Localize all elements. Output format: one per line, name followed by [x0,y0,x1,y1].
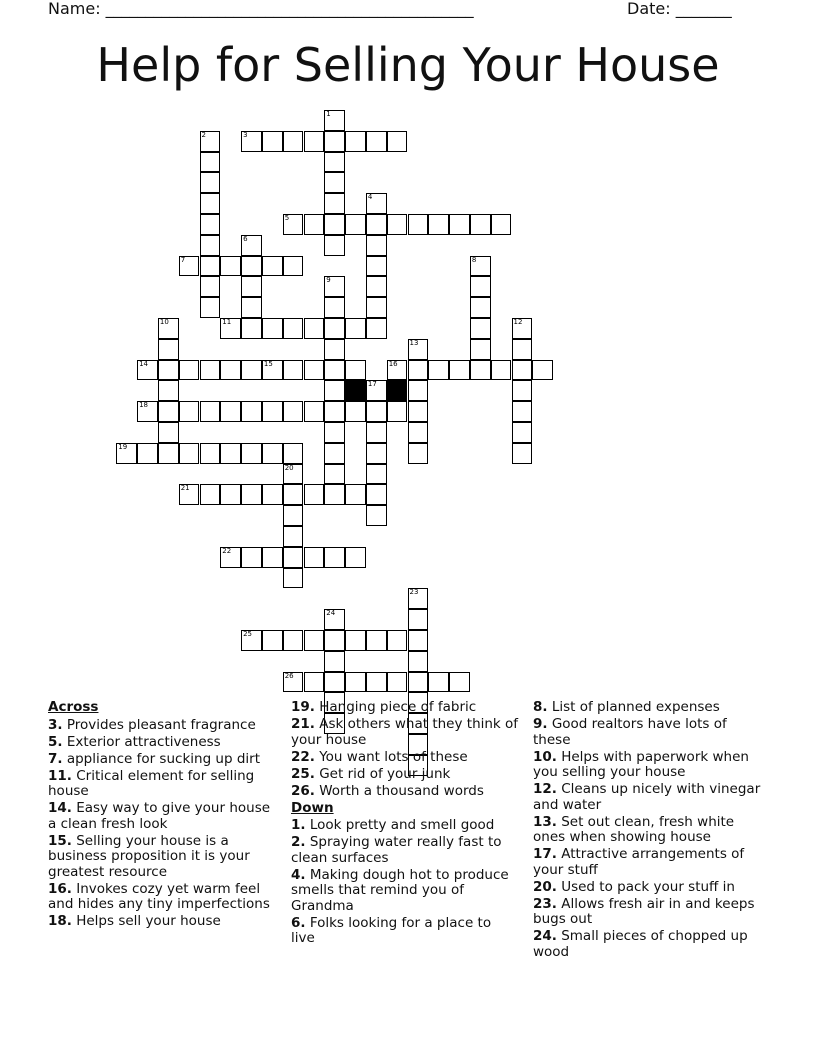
grid-cell[interactable] [241,401,262,422]
clue-text: Provides pleasant fragrance [62,716,256,733]
clue-item [291,717,519,748]
grid-cell[interactable] [200,235,221,256]
grid-cell[interactable] [241,297,262,318]
clue-item [48,834,280,881]
clue-text: Ask others what they think of your house [291,716,519,748]
grid-cell[interactable] [262,360,283,381]
clue-text: Spraying water really fast to clean surfaces [291,834,502,866]
grid-cell[interactable] [470,360,491,381]
cell-number: 21 [180,484,190,493]
clue-number: 9. [533,716,548,732]
grid-cell[interactable] [366,422,387,443]
grid-cell[interactable] [283,214,304,235]
clue-text: Helps sell your house [71,913,221,929]
clue-number: 19. [291,699,315,715]
grid-cell[interactable] [283,484,304,505]
clue-number: 6. [291,914,306,931]
cell-number: 23 [409,588,419,597]
cell-number: 12 [513,318,523,326]
grid-cell[interactable] [345,401,366,422]
grid-cell[interactable] [262,131,283,152]
grid-cell[interactable] [408,651,429,672]
grid-cell[interactable] [491,360,512,381]
grid-cell[interactable] [220,256,241,277]
grid-cell[interactable] [366,297,387,318]
clue-number: 21. [291,716,315,732]
grid-cell[interactable] [324,651,345,672]
clue-item [48,769,280,800]
grid-cell[interactable] [366,193,387,214]
grid-cell[interactable] [262,484,283,505]
grid-cell[interactable] [200,131,221,152]
grid-cell[interactable] [470,214,491,235]
grid-cell[interactable] [366,131,387,152]
grid-cell[interactable] [324,131,345,152]
black-square [345,380,366,401]
grid-cell[interactable] [324,193,345,214]
clue-number: 26. [291,782,315,799]
grid-cell[interactable] [304,360,325,381]
grid-cell[interactable] [408,588,429,609]
cell-number: 13 [409,338,419,347]
grid-cell[interactable] [200,256,221,277]
grid-cell[interactable] [304,672,325,693]
clue-item [291,868,519,915]
grid-cell[interactable] [366,443,387,464]
clue-item [48,718,280,734]
grid-cell[interactable] [512,422,533,443]
grid-cell[interactable] [304,214,325,235]
grid-cell[interactable] [179,401,200,422]
cell-number: 5 [284,214,290,222]
cell-number: 8 [471,255,477,264]
clue-number: 25. [291,765,315,782]
grid-cell[interactable] [324,110,345,131]
grid-cell[interactable] [179,443,200,464]
grid-cell[interactable] [158,380,179,401]
grid-cell[interactable] [283,318,304,339]
grid-cell[interactable] [512,360,533,381]
clue-number: 17. [533,846,557,862]
grid-cell[interactable] [449,214,470,235]
grid-cell[interactable] [283,547,304,568]
clue-text: Exterior attractiveness [62,733,221,750]
grid-cell[interactable] [324,609,345,630]
clue-item [291,784,519,800]
grid-cell[interactable] [158,443,179,464]
grid-cell[interactable] [366,672,387,693]
grid-cell[interactable] [387,214,408,235]
clue-item [48,914,280,930]
cell-number: 26 [284,671,294,680]
grid-cell[interactable] [408,422,429,443]
cell-number: 16 [388,359,398,368]
grid-cell[interactable] [200,443,221,464]
grid-cell[interactable] [283,464,304,485]
grid-cell[interactable] [262,318,283,339]
cell-number: 9 [326,276,331,285]
cell-number: 14 [139,359,149,368]
cell-number: 19 [118,442,128,451]
grid-cell[interactable] [470,276,491,297]
grid-cell[interactable] [366,235,387,256]
grid-cell[interactable] [158,401,179,422]
grid-cell[interactable] [158,339,179,360]
clue-number: 8. [533,699,548,715]
grid-cell[interactable] [345,318,366,339]
grid-cell[interactable] [324,214,345,235]
grid-cell[interactable] [512,443,533,464]
clue-text: appliance for sucking up dirt [62,750,261,767]
grid-cell[interactable] [408,360,429,381]
grid-cell[interactable] [220,547,241,568]
clue-item [291,767,519,783]
clue-text: Cleans up nicely with vinegar and water [533,781,761,813]
grid-cell[interactable] [220,443,241,464]
clue-item [533,750,763,781]
grid-cell[interactable] [283,256,304,277]
clue-text: Invokes cozy yet warm feel and hides any tiny imperfections [48,880,270,912]
clue-item [291,916,519,947]
grid-cell[interactable] [470,256,491,277]
clue-item [48,735,280,751]
cell-number: 6 [243,234,248,243]
grid-cell[interactable] [304,547,325,568]
grid-cell[interactable] [512,380,533,401]
cell-number: 1 [326,110,331,118]
grid-cell[interactable] [408,401,429,422]
down-clue-list-continued [533,700,763,960]
clue-item [533,782,763,813]
down-heading: Down [291,799,334,816]
grid-cell[interactable] [366,380,387,401]
grid-cell[interactable] [283,505,304,526]
grid-cell[interactable] [241,235,262,256]
down-clue-list [291,818,519,947]
grid-cell[interactable] [304,630,325,651]
clue-number: 2. [291,834,306,850]
grid-cell[interactable] [345,214,366,235]
grid-cell[interactable] [491,214,512,235]
clue-text: Folks looking for a place to live [291,914,492,946]
grid-cell[interactable] [324,547,345,568]
grid-cell[interactable] [137,401,158,422]
clue-text: Used to pack your stuff in [556,878,735,895]
grid-cell[interactable] [304,131,325,152]
clue-text: Look pretty and smell good [305,817,495,833]
grid-cell[interactable] [428,360,449,381]
clue-number: 1. [291,817,306,833]
grid-cell[interactable] [220,401,241,422]
clue-text: Making dough hot to produce smells that remind you of Grandma [291,866,509,914]
grid-cell[interactable] [283,630,304,651]
grid-cell[interactable] [262,443,283,464]
grid-cell[interactable] [366,276,387,297]
grid-cell[interactable] [179,484,200,505]
clue-text: Critical element for selling house [48,767,255,799]
grid-cell[interactable] [324,297,345,318]
grid-cell[interactable] [408,380,429,401]
clue-column-2 [291,700,519,948]
grid-cell[interactable] [283,443,304,464]
grid-cell[interactable] [200,172,221,193]
clue-number: 10. [533,748,557,765]
clue-text: Helps with paperwork when you selling your house [533,748,749,780]
grid-cell[interactable] [200,360,221,381]
grid-cell[interactable] [220,484,241,505]
grid-cell[interactable] [366,484,387,505]
grid-cell[interactable] [512,401,533,422]
clue-text: Allows fresh air in and keeps bugs out [533,895,755,927]
clue-item [533,717,763,748]
cell-number: 11 [222,318,232,326]
grid-cell[interactable] [200,297,221,318]
clue-column-3 [533,700,763,962]
grid-cell[interactable] [428,672,449,693]
grid-cell[interactable] [200,484,221,505]
clue-item [533,929,763,960]
cell-number: 20 [284,463,294,472]
grid-cell[interactable] [470,339,491,360]
grid-cell[interactable] [324,484,345,505]
grid-cell[interactable] [200,401,221,422]
grid-cell[interactable] [449,672,470,693]
clue-number: 16. [48,880,72,897]
grid-cell[interactable] [262,547,283,568]
grid-cell[interactable] [366,256,387,277]
grid-cell[interactable] [408,443,429,464]
clue-text: Get rid of your junk [314,765,451,782]
grid-cell[interactable] [366,318,387,339]
grid-cell[interactable] [408,630,429,651]
clue-number: 7. [48,750,63,767]
grid-cell[interactable] [241,443,262,464]
across-clue-list [48,718,280,930]
clue-item [48,882,280,913]
grid-cell[interactable] [283,672,304,693]
grid-cell[interactable] [345,630,366,651]
grid-cell[interactable] [262,630,283,651]
cell-number: 15 [263,359,273,368]
grid-cell[interactable] [158,422,179,443]
clue-text: Small pieces of chopped up wood [533,928,748,960]
clue-number: 20. [533,878,557,895]
grid-cell[interactable] [408,609,429,630]
grid-cell[interactable] [262,401,283,422]
cell-number: 7 [180,255,186,264]
clue-item [48,801,280,832]
clue-item [533,815,763,846]
clue-text: Selling your house is a business proposition it is your greatest resource [48,832,250,880]
clue-number: 14. [48,800,72,816]
grid-cell[interactable] [387,672,408,693]
clue-number: 23. [533,895,557,912]
cell-number: 24 [326,609,336,618]
clue-number: 18. [48,913,72,929]
grid-cell[interactable] [116,443,137,464]
clue-text: Attractive arrangements of your stuff [533,846,745,878]
cell-number: 25 [243,630,253,638]
grid-cell[interactable] [324,464,345,485]
date-field-label: Date: _______ [627,0,732,18]
grid-cell[interactable] [241,484,262,505]
cell-number: 18 [139,401,149,410]
grid-cell[interactable] [200,276,221,297]
clue-text: Hanging piece of fabric [314,699,477,715]
clue-text: Good realtors have lots of these [533,716,727,748]
clue-text: List of planned expenses [547,699,720,715]
clue-item [533,700,763,716]
grid-cell[interactable] [241,131,262,152]
grid-cell[interactable] [137,443,158,464]
grid-cell[interactable] [345,360,366,381]
cell-number: 4 [367,193,373,202]
grid-cell[interactable] [345,547,366,568]
grid-cell[interactable] [324,380,345,401]
grid-cell[interactable] [324,401,345,422]
grid-cell[interactable] [345,484,366,505]
grid-cell[interactable] [387,630,408,651]
grid-cell[interactable] [241,318,262,339]
grid-cell[interactable] [324,630,345,651]
cell-number: 22 [222,546,232,555]
grid-cell[interactable] [324,339,345,360]
grid-cell[interactable] [158,360,179,381]
grid-cell[interactable] [366,464,387,485]
name-field-label: Name: ______________________________________________ [48,0,474,18]
grid-cell[interactable] [241,630,262,651]
grid-cell[interactable] [200,214,221,235]
grid-cell[interactable] [137,360,158,381]
grid-cell[interactable] [324,318,345,339]
grid-cell[interactable] [470,318,491,339]
grid-cell[interactable] [220,360,241,381]
grid-cell[interactable] [345,672,366,693]
grid-cell[interactable] [324,172,345,193]
grid-cell[interactable] [512,318,533,339]
grid-cell[interactable] [387,360,408,381]
page-title: Help for Selling Your House [96,38,720,92]
grid-cell[interactable] [324,672,345,693]
grid-cell[interactable] [345,131,366,152]
across-heading: Across [48,699,99,715]
clue-number: 4. [291,866,306,883]
grid-cell[interactable] [324,360,345,381]
clue-number: 22. [291,748,315,765]
grid-cell[interactable] [283,526,304,547]
grid-cell[interactable] [158,318,179,339]
clue-item [291,750,519,766]
grid-cell[interactable] [283,401,304,422]
grid-cell[interactable] [283,131,304,152]
grid-cell[interactable] [241,547,262,568]
clue-text: Easy way to give your house a clean fresh look [48,800,271,832]
clue-item [533,847,763,878]
grid-cell[interactable] [304,401,325,422]
cell-number: 2 [201,130,206,139]
grid-cell[interactable] [262,256,283,277]
grid-cell[interactable] [304,318,325,339]
grid-cell[interactable] [366,214,387,235]
grid-cell[interactable] [324,276,345,297]
grid-cell[interactable] [283,568,304,589]
grid-cell[interactable] [324,235,345,256]
grid-cell[interactable] [366,630,387,651]
clue-number: 15. [48,832,72,849]
clue-number: 11. [48,767,72,784]
grid-cell[interactable] [408,672,429,693]
clue-item [533,880,763,896]
grid-cell[interactable] [408,214,429,235]
grid-cell[interactable] [200,152,221,173]
clue-column-1 [48,700,280,931]
clue-item [48,752,280,768]
grid-cell[interactable] [387,131,408,152]
grid-cell[interactable] [179,360,200,381]
grid-cell[interactable] [387,401,408,422]
across-clue-list-continued [291,700,519,799]
clue-item [291,835,519,866]
clue-item [533,897,763,928]
clue-number: 12. [533,781,557,797]
black-square [387,380,408,401]
clue-text: Set out clean, fresh white ones when showing house [533,813,735,845]
clue-number: 13. [533,813,557,830]
grid-cell[interactable] [408,339,429,360]
grid-cell[interactable] [428,214,449,235]
grid-cell[interactable] [179,256,200,277]
clue-item [291,700,519,716]
grid-cell[interactable] [241,360,262,381]
clue-item [291,818,519,834]
grid-cell[interactable] [470,297,491,318]
clue-number: 24. [533,928,557,944]
grid-cell[interactable] [532,360,553,381]
grid-cell[interactable] [220,318,241,339]
grid-cell[interactable] [200,193,221,214]
cell-number: 17 [367,380,377,389]
cell-number: 10 [159,318,169,326]
grid-cell[interactable] [512,339,533,360]
grid-cell[interactable] [366,505,387,526]
grid-cell[interactable] [366,401,387,422]
grid-cell[interactable] [449,360,470,381]
cell-number: 3 [243,130,248,139]
grid-cell[interactable] [241,276,262,297]
grid-cell[interactable] [324,152,345,173]
grid-cell[interactable] [304,484,325,505]
grid-cell[interactable] [324,443,345,464]
clue-text: Worth a thousand words [314,782,484,799]
clue-number: 5. [48,733,63,750]
grid-cell[interactable] [241,256,262,277]
clue-text: You want lots of these [314,748,468,765]
grid-cell[interactable] [324,422,345,443]
clue-number: 3. [48,716,63,733]
grid-cell[interactable] [283,360,304,381]
